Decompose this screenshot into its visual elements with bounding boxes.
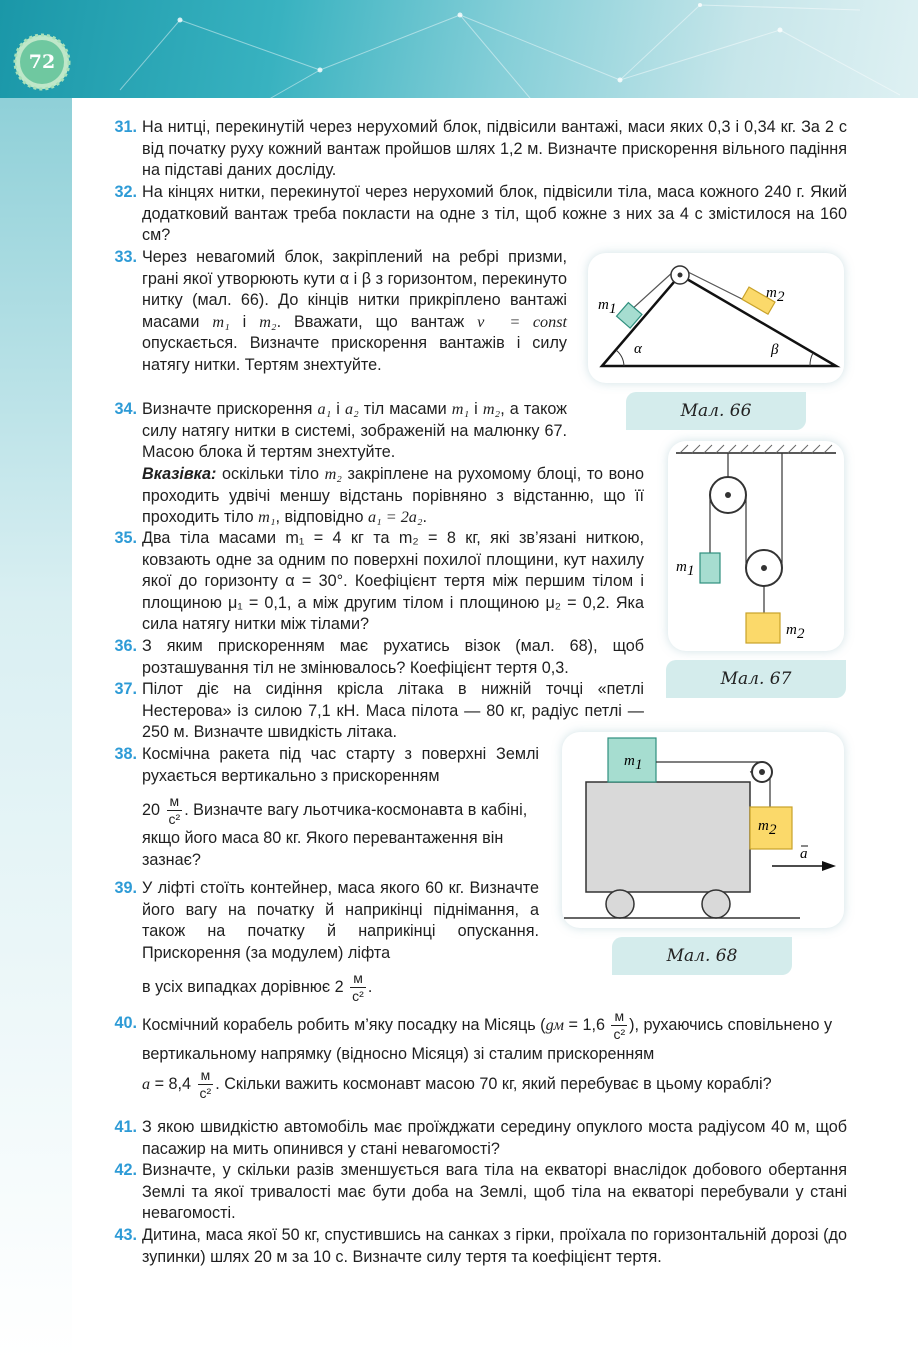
problem-34-hint — [142, 464, 644, 529]
problem-number: 37. — [114, 680, 137, 698]
pulley-axle-icon — [725, 492, 731, 498]
text-run: . — [367, 977, 373, 996]
text-run: в усіх випадках дорівнює 2 — [142, 977, 344, 996]
label-m1-sub: 1 — [609, 301, 617, 317]
text-run: , відповідно — [275, 508, 368, 526]
text-run: . Визначте вагу льотчика-космонавта в кабіні, якщо його маса 80 кг. Якого перевантаження він зазнає? — [142, 800, 528, 869]
formula-m2: m₂ — [324, 465, 342, 483]
formula-m2: m₂ — [482, 400, 501, 418]
problem-text: Визначте, у скільки разів зменшується вага тіла на екваторі внаслідок добового обертання Землі та якої тривалості має бути доба на Землі, щоб тіла на екваторі перебували у стані невагомості. — [142, 1161, 847, 1222]
text-run: 20 — [142, 800, 161, 819]
text-run: Через невагомий блок, закріплений на ребрі призми, грані якої утворюють кути α і β з горизонтом, перекинуто нитку (мал. 66). До кінців нитки прикріплено вантажі масами — [142, 248, 567, 331]
label-m1: m — [676, 559, 687, 575]
text-run: У ліфті стоїть контейнер, маса якого 60 кг. Визначте його вагу на початку й наприкінці піднімання, а також на початку й наприкінці опускання. Прискорення (за модулем) ліфта — [142, 879, 539, 962]
problem-number: 43. — [114, 1226, 137, 1244]
arrowhead-icon — [822, 861, 836, 871]
problem-number: 41. — [114, 1118, 137, 1136]
figure-67-caption: Мал. 67 — [666, 660, 846, 698]
problem-31 — [114, 117, 847, 182]
problem-text: На нитці, перекинутій через нерухомий блок, підвісили вантажі, маси яких 0,3 і 0,34 кг. За 2 с від початку руху кожний вантаж пройшов шлях 1,2 м. Визначте прискорення вільного падіння на підставі даних досліду. — [142, 118, 847, 179]
label-m1-sub: 1 — [687, 563, 695, 579]
text-run: . — [422, 508, 428, 526]
fraction-denominator: с² — [613, 1026, 626, 1042]
fraction-denominator: с² — [352, 988, 364, 1004]
formula-a: a — [142, 1074, 151, 1093]
problem-text: Пілот діє на сидіння крісла літака в нижній точці «петлі Нестерова» із силою 7,1 кН. Маса пілота — 80 кг, радіус петлі — 250 м. Визначте швидкість літака. — [142, 680, 644, 741]
formula-m2: m₂ — [259, 312, 277, 331]
label-m2-sub: 2 — [769, 822, 777, 838]
pulley-system-diagram — [668, 441, 844, 651]
figure-68 — [562, 732, 844, 928]
hint-text — [142, 464, 644, 529]
text-run: Космічна ракета під час старту з поверхні Землі рухається вертикально з прискоренням — [142, 745, 539, 785]
problem-35 — [114, 528, 644, 636]
problem-number: 31. — [114, 118, 137, 136]
formula-velocity: v⃗ = const — [477, 312, 568, 331]
problem-number: 36. — [114, 637, 137, 655]
problem-33 — [114, 247, 568, 376]
formula-a2: a₂ — [344, 400, 359, 418]
fraction-denominator: с² — [199, 1085, 212, 1101]
problem-number: 34. — [114, 400, 137, 418]
problem-text — [142, 744, 539, 787]
problem-number: 38. — [114, 745, 137, 763]
problem-number: 39. — [114, 879, 137, 897]
problem-text: З яким прискоренням має рухатись візок (мал. 68), щоб розташування тіл не змінювалось? Коефіцієнт тертя 0,3. — [142, 637, 644, 677]
text-run: оскільки тіло — [216, 465, 325, 483]
label-m1: m — [624, 753, 635, 769]
problem-text-line — [142, 1067, 847, 1102]
text-run: опускається. Визначте прискорення вантажів і силу натягу нитки. Тертям знехтуйте. — [142, 334, 567, 374]
problem-number: 35. — [114, 529, 137, 547]
label-m1-sub: 1 — [635, 757, 643, 773]
hint-label: Вказівка: — [142, 465, 217, 483]
figure-66 — [588, 253, 844, 383]
cart-body — [586, 782, 750, 892]
problem-41 — [114, 1117, 847, 1160]
text-run: і — [469, 400, 483, 418]
text-run: і — [229, 312, 260, 331]
pulley-axle-icon — [678, 273, 683, 278]
unit-fraction — [167, 793, 183, 828]
formula-m1: m₁ — [451, 400, 470, 418]
label-beta: β — [771, 342, 779, 358]
text-run: = 1,6 — [564, 1015, 605, 1034]
problem-text — [142, 878, 539, 964]
figure-66-caption: Мал. 66 — [626, 392, 806, 430]
text-run: = 8,4 — [150, 1074, 192, 1093]
formula-m1: m₁ — [212, 312, 230, 331]
problem-40 — [114, 1008, 847, 1102]
label-m2-sub: 2 — [797, 626, 805, 642]
formula-m1: m₁ — [258, 508, 276, 526]
figure-67 — [668, 441, 844, 651]
wheel-left-icon — [606, 890, 634, 918]
label-m2: m — [786, 622, 797, 638]
problem-text: На кінцях нитки, перекинутої через нерухомий блок, підвісили тіла, маса кожного 240 г. Який додатковий вантаж треба покласти на одне з тіл, щоб кожне з них за 4 с змістилося на 160 см? — [142, 183, 847, 244]
mass-m1-block — [700, 553, 720, 583]
unit-fraction — [198, 1067, 214, 1102]
text-run: ), рухаючись сповільнено у вертикальному напрямку (відносно Місяця) зі сталим прискоренням — [142, 1015, 833, 1063]
text-run: Космічний корабель робить м’яку посадку на Місяць ( — [142, 1015, 546, 1034]
problem-39 — [114, 878, 539, 1005]
mass-m2-block — [746, 613, 780, 643]
problem-32 — [114, 182, 847, 247]
label-m1: m — [598, 297, 609, 313]
pulley-axle-icon — [761, 565, 767, 571]
problem-text: З якою швидкістю автомобіль має проїжджати середину опуклого моста радіусом 40 м, щоб пасажир на мить опинився у стані невагомості? — [142, 1118, 847, 1158]
left-margin-strip — [0, 98, 72, 1360]
fraction-numerator: м — [350, 970, 366, 988]
problem-43 — [114, 1225, 847, 1268]
label-m2-sub: 2 — [777, 289, 785, 305]
text-run: . Вважати, що вантаж — [276, 312, 478, 331]
figure-68-caption: Мал. 68 — [612, 937, 792, 975]
problem-34 — [114, 399, 567, 464]
label-alpha: α — [634, 341, 642, 357]
prism-pulley-diagram — [588, 253, 844, 383]
unit-fraction — [611, 1008, 627, 1043]
text-run: . Скільки важить космонавт масою 70 кг, який перебуває в цьому кораблі? — [215, 1074, 772, 1093]
text-run: і — [331, 400, 345, 418]
problem-text-line — [142, 793, 539, 871]
wheel-right-icon — [702, 890, 730, 918]
problem-number: 42. — [114, 1161, 137, 1179]
pulley-axle-icon — [759, 769, 765, 775]
fraction-denominator: с² — [168, 811, 181, 827]
label-m2: m — [766, 285, 777, 301]
problem-text: Дитина, маса якої 50 кг, спустившись на санках з гірки, проїхала по горизонтальній дорозі (до зупинки) шлях 20 м за 10 с. Визначте силу тертя та коефіцієнт тертя. — [142, 1226, 847, 1266]
problem-number: 32. — [114, 183, 137, 201]
text-run: Визначте прискорення — [142, 400, 318, 418]
problem-text — [142, 399, 567, 464]
formula-a-relation: a₁ = 2a₂ — [367, 508, 423, 526]
problem-text: Два тіла масами m₁ = 4 кг та m₂ = 8 кг, які зв’язані ниткою, ковзають одне за одним по поверхні похилої площини, кут нахилу якої до горизонту α = 30°. Коефіцієнт тертя між першим тілом і площиною μ₁ = 0,1, а між другим тілом і площиною μ₂ = 0,2. Яка сила натягу нитки між тілами? — [142, 529, 644, 633]
fraction-numerator: м — [198, 1067, 214, 1085]
cart-diagram — [562, 732, 844, 928]
problem-text — [142, 247, 567, 376]
label-a: a — [800, 846, 808, 862]
text-run: закріплене на рухомому блоці, то воно проходить удвічі меншу відстань порівняно з відстанню, що її проходить тіло — [142, 465, 644, 526]
problem-42 — [114, 1160, 847, 1225]
text-run: тіл масами — [358, 400, 452, 418]
unit-fraction — [350, 970, 366, 1005]
text-run: , а також силу натягу нитки в системі, зображеній на малюнку 67. Масою блока й тертям знехтуйте. — [142, 400, 567, 461]
fraction-numerator: м — [167, 793, 183, 811]
formula-g-moon: gм — [545, 1015, 564, 1034]
problem-36 — [114, 636, 644, 679]
problem-number: 33. — [114, 248, 137, 266]
label-m2: m — [758, 818, 769, 834]
problem-text-line — [142, 1008, 847, 1065]
problem-text-line — [142, 970, 539, 1005]
fraction-numerator: м — [611, 1008, 627, 1026]
problem-number: 40. — [114, 1014, 137, 1032]
problem-38 — [114, 744, 539, 871]
formula-a1: a₁ — [317, 400, 332, 418]
page-number: 72 — [28, 51, 56, 73]
